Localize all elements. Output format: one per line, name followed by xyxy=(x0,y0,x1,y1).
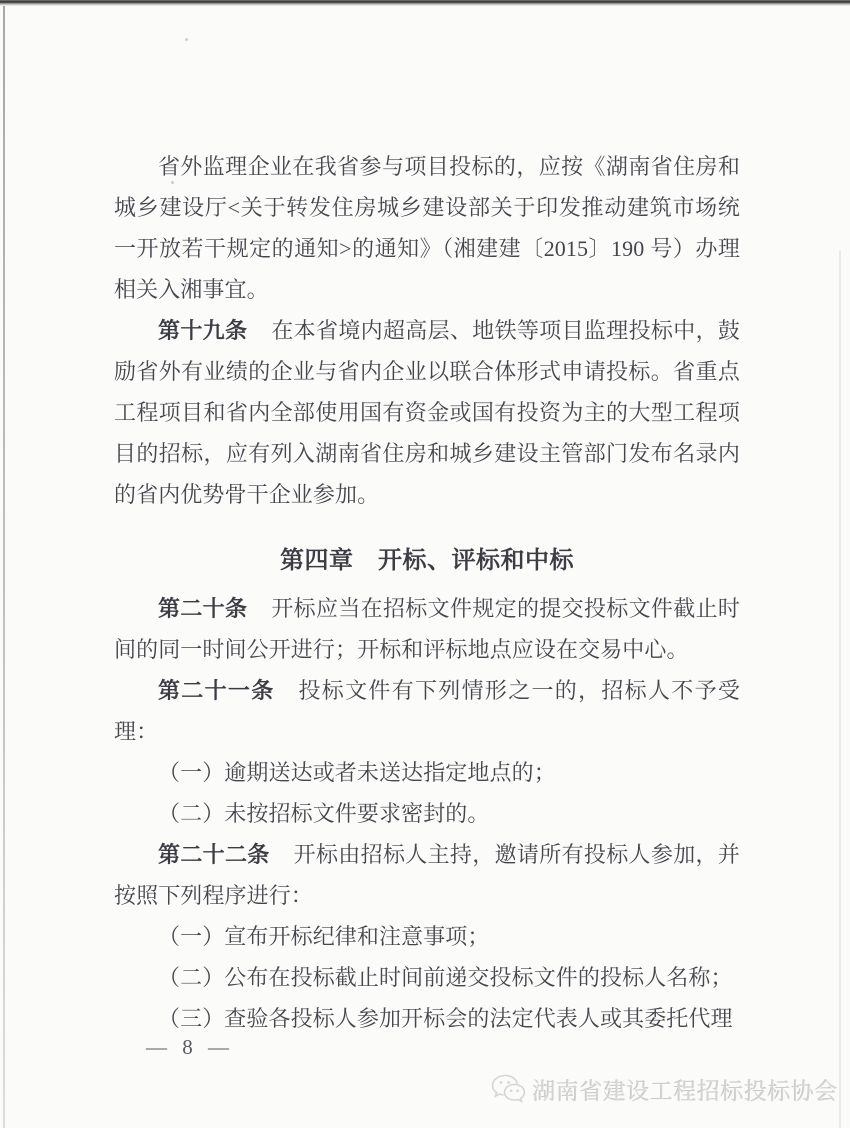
body-paragraph xyxy=(114,752,740,793)
paragraph-text: 开标应当在招标文件规定的提交投标文件截止时间的同一时间公开进行；开标和评标地点应设在交易中心。 xyxy=(114,596,740,662)
article-number: 第二十二条 xyxy=(158,842,270,867)
scan-speck xyxy=(185,38,188,41)
paragraph-text: （二）公布在投标截止时间前递交投标文件的投标人名称； xyxy=(158,965,733,990)
watermark-text: 湖南省建设工程招标投标协会 xyxy=(532,1077,838,1104)
article-number: 第二十一条 xyxy=(158,678,275,703)
page-number: — 8 — xyxy=(146,1035,234,1059)
article-paragraph xyxy=(114,834,740,916)
body-paragraph xyxy=(114,998,740,1039)
article-number: 第二十条 xyxy=(158,596,248,621)
article-paragraph xyxy=(114,670,740,752)
body-paragraph xyxy=(114,916,740,957)
body-paragraph xyxy=(114,146,740,310)
paragraph-text: 省外监理企业在我省参与项目投标的，应按《湖南省住房和城乡建设厅<关于转发住房城乡建设部关于印发推动建筑市场统一开放若干规定的通知>的通知》（湘建建〔2015〕190 号）办理相关入湘事宜。 xyxy=(114,154,740,302)
scan-top-edge xyxy=(0,0,850,6)
watermark xyxy=(488,1071,839,1107)
scan-right-edge xyxy=(839,250,841,1128)
document-body xyxy=(114,146,740,1039)
chapter-heading: 第四章 开标、评标和中标 xyxy=(280,548,574,574)
paragraph-text: （一）逾期送达或者未送达指定地点的； xyxy=(158,760,556,785)
paragraph-text: （三）查验各投标人参加开标会的法定代表人或其委托代理 xyxy=(158,1006,733,1031)
paragraph-text: （一）宣布开标纪律和注意事项； xyxy=(158,924,490,949)
article-paragraph xyxy=(114,588,740,670)
paragraph-text: 投标文件有下列情形之一的，招标人不予受理： xyxy=(114,678,740,744)
paragraph-text: 开标由招标人主持，邀请所有投标人参加，并按照下列程序进行： xyxy=(114,842,740,908)
body-paragraph xyxy=(114,957,740,998)
article-paragraph xyxy=(114,310,740,515)
scan-left-edge xyxy=(3,6,5,1128)
paragraph-text: 在本省境内超高层、地铁等项目监理投标中，鼓励省外有业绩的企业与省内企业以联合体形式申请投标。省重点工程项目和省内全部使用国有资金或国有投资为主的大型工程项目的招标，应有列入湖南省住房和城乡建设主管部门发布名录内的省内优势骨干企业参加。 xyxy=(114,318,740,507)
body-paragraph xyxy=(114,793,740,834)
article-number: 第十九条 xyxy=(158,318,248,343)
wechat-logo-icon xyxy=(488,1071,528,1107)
paragraph-text: （二）未按招标文件要求密封的。 xyxy=(158,801,490,826)
